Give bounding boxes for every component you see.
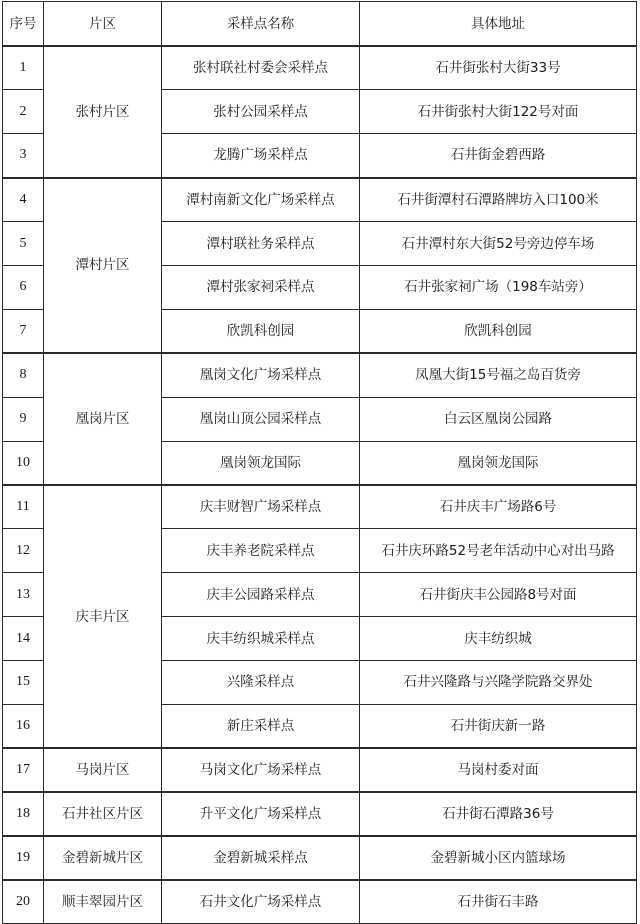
- address-cell: 凰岗领龙国际: [360, 441, 637, 485]
- header-site: 采样点名称: [162, 2, 360, 47]
- row-number: 9: [3, 397, 44, 441]
- site-name-cell: 金碧新城采样点: [162, 836, 360, 880]
- table-row: [3, 353, 637, 397]
- site-name-cell: 凰岗领龙国际: [162, 441, 360, 485]
- address-cell: 石井庆环路52号老年活动中心对出马路: [360, 529, 637, 573]
- address-cell: 石井街张村大街122号对面: [360, 90, 637, 134]
- address-cell: 马岗村委对面: [360, 748, 637, 792]
- address-cell: 石井街石丰路: [360, 880, 637, 924]
- district-cell: 张村片区: [44, 46, 162, 178]
- site-name-cell: 潭村南新文化广场采样点: [162, 178, 360, 222]
- address-cell: 石井街金碧西路: [360, 134, 637, 178]
- address-cell: 石井街庆新一路: [360, 704, 637, 748]
- address-cell: 石井街庆丰公园路8号对面: [360, 573, 637, 617]
- address-cell: 欣凯科创园: [360, 309, 637, 353]
- district-cell: 马岗片区: [44, 748, 162, 792]
- site-name-cell: 欣凯科创园: [162, 309, 360, 353]
- site-name-cell: 庆丰纺织城采样点: [162, 617, 360, 661]
- row-number: 15: [3, 660, 44, 704]
- address-cell: 凤凰大街15号福之岛百货旁: [360, 353, 637, 397]
- row-number: 10: [3, 441, 44, 485]
- address-cell: 白云区凰岗公园路: [360, 397, 637, 441]
- row-number: 16: [3, 704, 44, 748]
- address-cell: 石井庆丰广场路6号: [360, 485, 637, 529]
- table-row: [3, 880, 637, 924]
- address-cell: 石井张家祠广场（198车站旁）: [360, 265, 637, 309]
- address-cell: 庆丰纺织城: [360, 617, 637, 661]
- table-row: [3, 748, 637, 792]
- row-number: 3: [3, 134, 44, 178]
- site-name-cell: 龙腾广场采样点: [162, 134, 360, 178]
- row-number: 12: [3, 529, 44, 573]
- site-name-cell: 庆丰公园路采样点: [162, 573, 360, 617]
- row-number: 6: [3, 265, 44, 309]
- site-name-cell: 张村联社村委会采样点: [162, 46, 360, 90]
- row-number: 11: [3, 485, 44, 529]
- address-cell: 石井兴隆路与兴隆学院路交界处: [360, 660, 637, 704]
- row-number: 5: [3, 222, 44, 266]
- header-address: 具体地址: [360, 2, 637, 47]
- table-row: [3, 836, 637, 880]
- address-cell: 石井潭村东大街52号旁边停车场: [360, 222, 637, 266]
- table-row: [3, 792, 637, 836]
- site-name-cell: 潭村张家祠采样点: [162, 265, 360, 309]
- district-cell: 石井社区片区: [44, 792, 162, 836]
- district-cell: 金碧新城片区: [44, 836, 162, 880]
- district-cell: 顺丰翠园片区: [44, 880, 162, 924]
- row-number: 17: [3, 748, 44, 792]
- row-number: 4: [3, 178, 44, 222]
- row-number: 13: [3, 573, 44, 617]
- row-number: 19: [3, 836, 44, 880]
- site-name-cell: 凰岗山顶公园采样点: [162, 397, 360, 441]
- site-name-cell: 凰岗文化广场采样点: [162, 353, 360, 397]
- district-cell: 凰岗片区: [44, 353, 162, 485]
- site-name-cell: 潭村联社务采样点: [162, 222, 360, 266]
- row-number: 14: [3, 617, 44, 661]
- sampling-sites-table: [2, 1, 637, 924]
- site-name-cell: 张村公园采样点: [162, 90, 360, 134]
- address-cell: 金碧新城小区内篮球场: [360, 836, 637, 880]
- table-row: [3, 178, 637, 222]
- site-name-cell: 庆丰财智广场采样点: [162, 485, 360, 529]
- district-cell: 潭村片区: [44, 178, 162, 354]
- address-cell: 石井街张村大街33号: [360, 46, 637, 90]
- table-row: [3, 485, 637, 529]
- row-number: 7: [3, 309, 44, 353]
- site-name-cell: 石井文化广场采样点: [162, 880, 360, 924]
- table-header-row: [3, 2, 637, 47]
- site-name-cell: 马岗文化广场采样点: [162, 748, 360, 792]
- site-name-cell: 升平文化广场采样点: [162, 792, 360, 836]
- header-district: 片区: [44, 2, 162, 47]
- site-name-cell: 庆丰养老院采样点: [162, 529, 360, 573]
- row-number: 8: [3, 353, 44, 397]
- address-cell: 石井街潭村石潭路牌坊入口100米: [360, 178, 637, 222]
- row-number: 18: [3, 792, 44, 836]
- table-row: [3, 46, 637, 90]
- address-cell: 石井街石潭路36号: [360, 792, 637, 836]
- row-number: 20: [3, 880, 44, 924]
- district-cell: 庆丰片区: [44, 485, 162, 748]
- row-number: 2: [3, 90, 44, 134]
- site-name-cell: 兴隆采样点: [162, 660, 360, 704]
- table-body: [3, 46, 637, 924]
- site-name-cell: 新庄采样点: [162, 704, 360, 748]
- row-number: 1: [3, 46, 44, 90]
- header-no: 序号: [3, 2, 44, 47]
